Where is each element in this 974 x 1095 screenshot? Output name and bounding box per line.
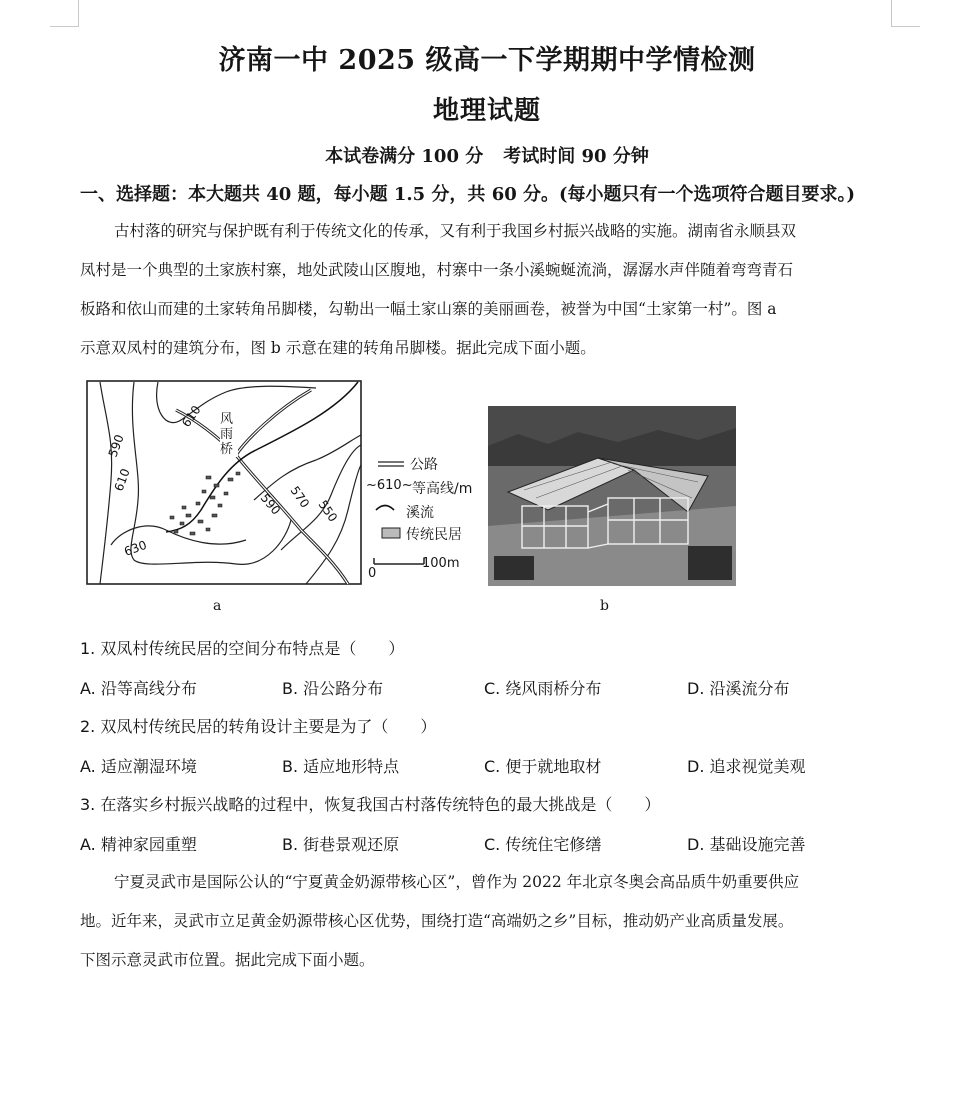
legend-contour: 等高线/m (412, 481, 473, 497)
q2-option-c[interactable]: C. 便于就地取材 (484, 757, 602, 776)
q1-option-b[interactable]: B. 沿公路分布 (282, 679, 384, 698)
exam-title: 济南一中 2025 级高一下学期期中学情检测 (218, 45, 756, 76)
passage-line: 板路和依山而建的土家转角吊脚楼，勾勒出一幅土家山寨的美丽画卷，被誉为中国“土家第一村”。图 a (80, 300, 777, 318)
contour-label: 610 (111, 466, 133, 494)
contour-label: 630 (122, 537, 149, 559)
q1-option-a[interactable]: A. 沿等高线分布 (80, 679, 197, 698)
full-score: 本试卷满分 100 分 (325, 146, 484, 167)
q2-option-a[interactable]: A. 适应潮湿环境 (80, 757, 197, 776)
figure-caption-a: a (213, 598, 222, 614)
question-1-stem: 1. 双凤村传统民居的空间分布特点是（ ） (80, 639, 405, 658)
q3-option-a[interactable]: A. 精神家园重塑 (80, 835, 197, 854)
passage-2 (80, 863, 892, 980)
contour-label: 570 (287, 483, 313, 511)
stilted-house-photo (488, 406, 736, 586)
q3-option-c[interactable]: C. 传统住宅修缮 (484, 835, 602, 854)
page-corner-mark (50, 0, 79, 27)
scale-length: 100m (422, 556, 460, 571)
section-title: 一、选择题：本大题共 40 题，每小题 1.5 分，共 60 分。(每小题只有一个选项符合题目要求。) (80, 184, 856, 205)
q2-option-d[interactable]: D. 追求视觉美观 (687, 757, 806, 776)
legend-stream: 溪流 (406, 505, 434, 521)
figure-caption-b: b (600, 598, 609, 614)
passage-line: 下图示意灵武市位置。据此完成下面小题。 (80, 951, 375, 969)
q1-option-d[interactable]: D. 沿溪流分布 (687, 679, 790, 698)
q1-option-c[interactable]: C. 绕风雨桥分布 (484, 679, 602, 698)
legend-contour-sample: ~610~ (366, 478, 413, 493)
legend-house: 传统民居 (406, 527, 462, 543)
q3-option-b[interactable]: B. 街巷景观还原 (282, 835, 400, 854)
scale-zero: 0 (368, 566, 377, 581)
q3-option-d[interactable]: D. 基础设施完善 (687, 835, 806, 854)
passage-line: 宁夏灵武市是国际公认的“宁夏黄金奶源带核心区”，曾作为 2022 年北京冬奥会高品质牛奶重要供应 (114, 873, 800, 891)
q2-option-b[interactable]: B. 适应地形特点 (282, 757, 400, 776)
contour-label: 610 (178, 402, 204, 430)
subject-title: 地理试题 (432, 96, 541, 126)
wind-rain-bridge-label: 风 雨 桥 (220, 412, 238, 457)
contour-label: 590 (105, 432, 127, 460)
map-legend (366, 452, 486, 582)
question-2-stem: 2. 双凤村传统民居的转角设计主要是为了（ ） (80, 717, 437, 736)
passage-1 (80, 212, 892, 368)
passage-line: 古村落的研究与保护既有利于传统文化的传承，又有利于我国乡村振兴战略的实施。湖南省永顺县双 (114, 222, 797, 240)
page-corner-mark (891, 0, 920, 27)
exam-meta (0, 142, 974, 168)
contour-label: 550 (315, 497, 341, 525)
legend-road: 公路 (410, 457, 438, 473)
village-contour-map (86, 380, 362, 585)
passage-line: 地。近年来，灵武市立足黄金奶源带核心区优势，围绕打造“高端奶之乡”目标，推动奶产业高质量发展。 (80, 912, 794, 930)
exam-time: 考试时间 90 分钟 (503, 146, 649, 167)
passage-line: 示意双凤村的建筑分布，图 b 示意在建的转角吊脚楼。据此完成下面小题。 (80, 339, 596, 357)
contour-label: 590 (257, 490, 284, 518)
question-3-stem: 3. 在落实乡村振兴战略的过程中，恢复我国古村落传统特色的最大挑战是（ ） (80, 795, 661, 814)
passage-line: 凤村是一个典型的土家族村寨，地处武陵山区腹地，村寨中一条小溪蜿蜒流淌，潺潺水声伴随着弯弯青石 (80, 261, 794, 279)
